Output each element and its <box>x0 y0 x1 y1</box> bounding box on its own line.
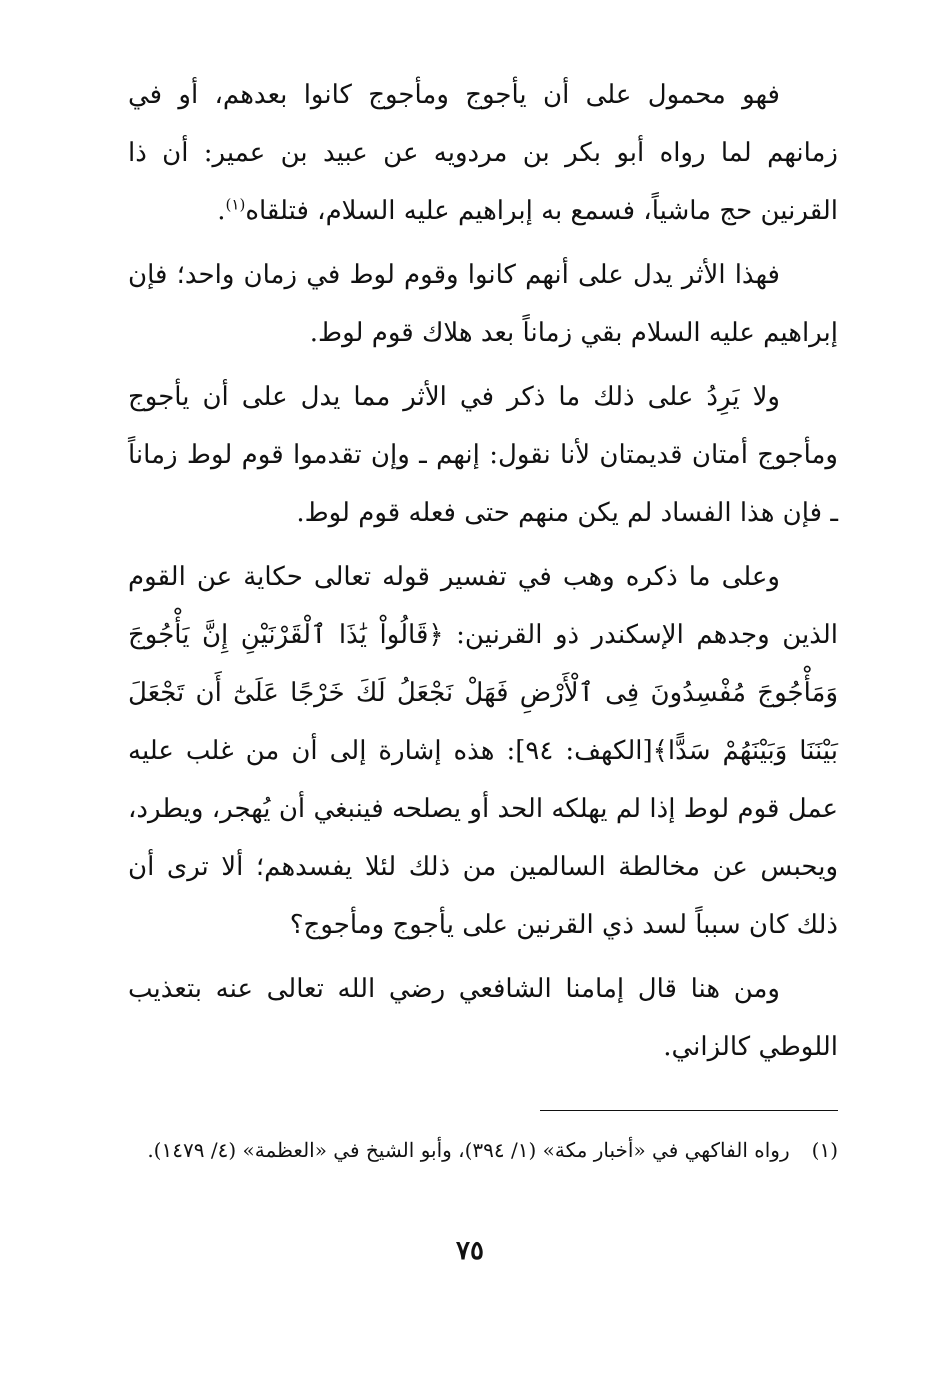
paragraph-2: فهذا الأثر يدل على أنهم كانوا وقوم لوط في زمان واحد؛ فإن إبراهيم عليه السلام بقي زماناً بعد هلاك قوم لوط. <box>128 260 838 348</box>
verse-citation: [الكهف: ٩٤] <box>515 736 653 766</box>
page-number: ٧٥ <box>456 1236 484 1266</box>
footnote-text: رواه الفاكهي في «أخبار مكة» (١/ ٣٩٤)، وأبو الشيخ في «العظمة» (٤/ ١٤٧٩). <box>147 1138 790 1162</box>
paragraph-5: ومن هنا قال إمامنا الشافعي رضي الله تعالى عنه بتعذيب اللوطي كالزاني. <box>128 974 838 1062</box>
main-text <box>128 66 838 1082</box>
footnote-number: (١) <box>811 1138 838 1162</box>
paragraph-1 <box>128 66 838 240</box>
paragraph-4-body: : هذه إشارة إلى أن من غلب عليه عمل قوم لوط إذا لم يهلكه الحد أو يصلحه فينبغي أن يُهجر، ويطرد، ويحبس عن مخالطة السالمين من ذلك لئلا يفسدهم؛ ألا ترى أن ذلك كان سبباً لسد ذي القرنين على يأجوج ومأجوج؟ <box>128 736 838 940</box>
footnote <box>128 1130 838 1170</box>
footnote-reference: (١) <box>225 195 246 214</box>
paragraph-4 <box>128 548 838 954</box>
paragraph-1-text: فهو محمول على أن يأجوج ومأجوج كانوا بعدهم، أو في زمانهم لما رواه أبو بكر بن مردويه عن عبيد بن عمير: أن ذا القرنين حج ماشياً، فسمع به إبراهيم عليه السلام، فتلقاه <box>128 80 838 226</box>
quran-verse: ﴿قَالُواْ يَٰذَا ٱلْقَرْنَيْنِ إِنَّ يَأْجُوجَ وَمَأْجُوجَ مُفْسِدُونَ فِى ٱلْأَرْضِ فَهَلْ نَجْعَلُ لَكَ خَرْجًا عَلَىٰٓ أَن تَجْعَلَ بَيْنَنَا وَبَيْنَهُمْ سَدًّا﴾ <box>128 620 838 766</box>
paragraph-3: ولا يَرِدُ على ذلك ما ذكر في الأثر مما يدل على أن يأجوج ومأجوج أمتان قديمتان لأنا نقول: إنهم ـ وإن تقدموا قوم لوط زماناً ـ فإن هذا الفساد لم يكن منهم حتى فعله قوم لوط. <box>128 382 838 528</box>
footnote-divider <box>540 1110 838 1111</box>
paragraph-1-end: . <box>217 196 226 226</box>
paragraph-4-intro: وعلى ما ذكره وهب في تفسير قوله تعالى حكاية عن القوم الذين وجدهم الإسكندر ذو القرنين: <box>128 562 839 650</box>
